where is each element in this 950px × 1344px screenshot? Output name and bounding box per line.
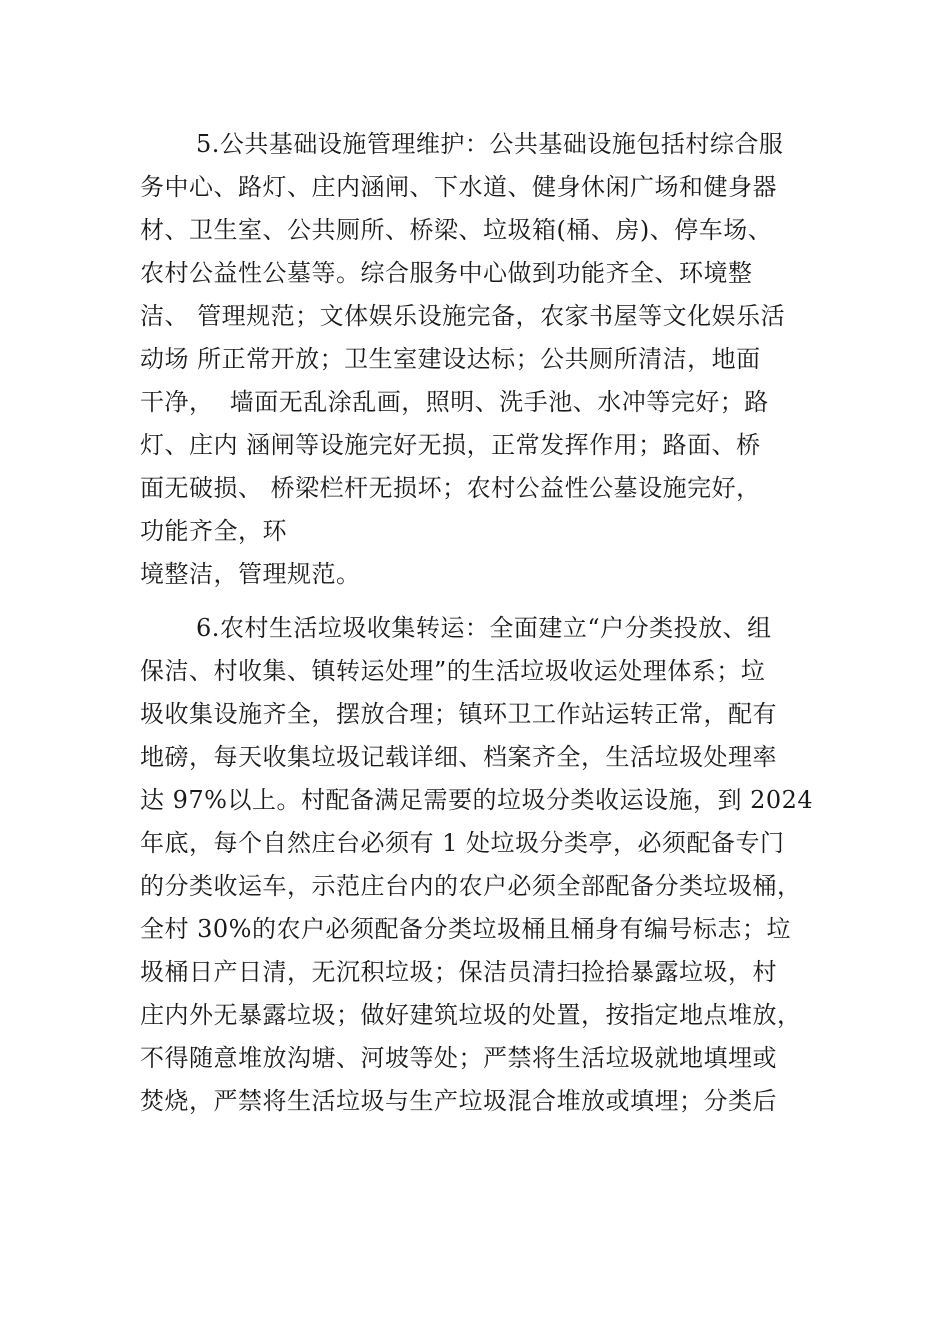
paragraph-6-line-3: 圾收集设施齐全，摆放合理；镇环卫工作站运转正常，配有 bbox=[140, 700, 777, 728]
paragraph-5-line-5: 洁、 管理规范；文体娱乐设施完备，农家书屋等文化娱乐活 bbox=[140, 302, 786, 330]
paragraph-5-line-7: 干净， 墙面无乱涂乱画，照明、洗手池、水冲等完好；路 bbox=[140, 388, 769, 416]
paragraph-5-line-10: 功能齐全，环 bbox=[140, 517, 287, 545]
paragraph-5-line-8: 灯、庄内 涵闸等设施完好无损，正常发挥作用；路面、桥 bbox=[140, 431, 761, 459]
paragraph-5-line-2: 务中心、路灯、庄内涵闸、下水道、健身休闲广场和健身器 bbox=[140, 173, 777, 201]
paragraph-5-line-4: 农村公益性公墓等。综合服务中心做到功能齐全、环境整 bbox=[140, 259, 753, 287]
paragraph-6-line-11: 不得随意堆放沟塘、河坡等处；严禁将生活垃圾就地填埋或 bbox=[140, 1044, 777, 1072]
paragraph-6-line-9: 圾桶日产日清，无沉积垃圾；保洁员清扫捡拾暴露垃圾，村 bbox=[140, 958, 777, 986]
paragraph-5-line-9: 面无破损、 桥梁栏杆无损坏；农村公益性公墓设施完好， bbox=[140, 474, 761, 502]
paragraph-5-line-3: 材、卫生室、公共厕所、桥梁、垃圾箱(桶、房)、停车场、 bbox=[140, 216, 773, 244]
paragraph-6-line-10: 庄内外无暴露垃圾；做好建筑垃圾的处置，按指定地点堆放， bbox=[140, 1001, 802, 1029]
paragraph-6-line-7: 的分类收运车，示范庄台内的农户必须全部配备分类垃圾桶， bbox=[140, 872, 802, 900]
paragraph-6-line-8: 全村 30%的农户必须配备分类垃圾桶且桶身有编号标志；垃 bbox=[140, 915, 791, 943]
paragraph-6-line-12: 焚烧，严禁将生活垃圾与生产垃圾混合堆放或填埋；分类后 bbox=[140, 1087, 777, 1115]
paragraph-5-line-6: 动场 所正常开放；卫生室建设达标；公共厕所清洁，地面 bbox=[140, 345, 761, 373]
paragraph-6-line-6: 年底，每个自然庄台必须有 1 处垃圾分类亭，必须配备专门 bbox=[140, 829, 785, 857]
paragraph-6-line-4: 地磅，每天收集垃圾记载详细、档案齐全，生活垃圾处理率 bbox=[140, 743, 777, 771]
paragraph-6-line-1: 6.农村生活垃圾收集转运：全面建立“户分类投放、组 bbox=[196, 614, 772, 642]
paragraph-5-line-11: 境整洁，管理规范。 bbox=[140, 560, 361, 588]
paragraph-5-line-1: 5.公共基础设施管理维护：公共基础设施包括村综合服 bbox=[196, 130, 784, 158]
paragraph-6-line-2: 保洁、村收集、镇转运处理”的生活垃圾收运处理体系；垃 bbox=[140, 657, 766, 685]
paragraph-6-line-5: 达 97%以上。村配备满足需要的垃圾分类收运设施，到 2024 bbox=[140, 786, 814, 814]
